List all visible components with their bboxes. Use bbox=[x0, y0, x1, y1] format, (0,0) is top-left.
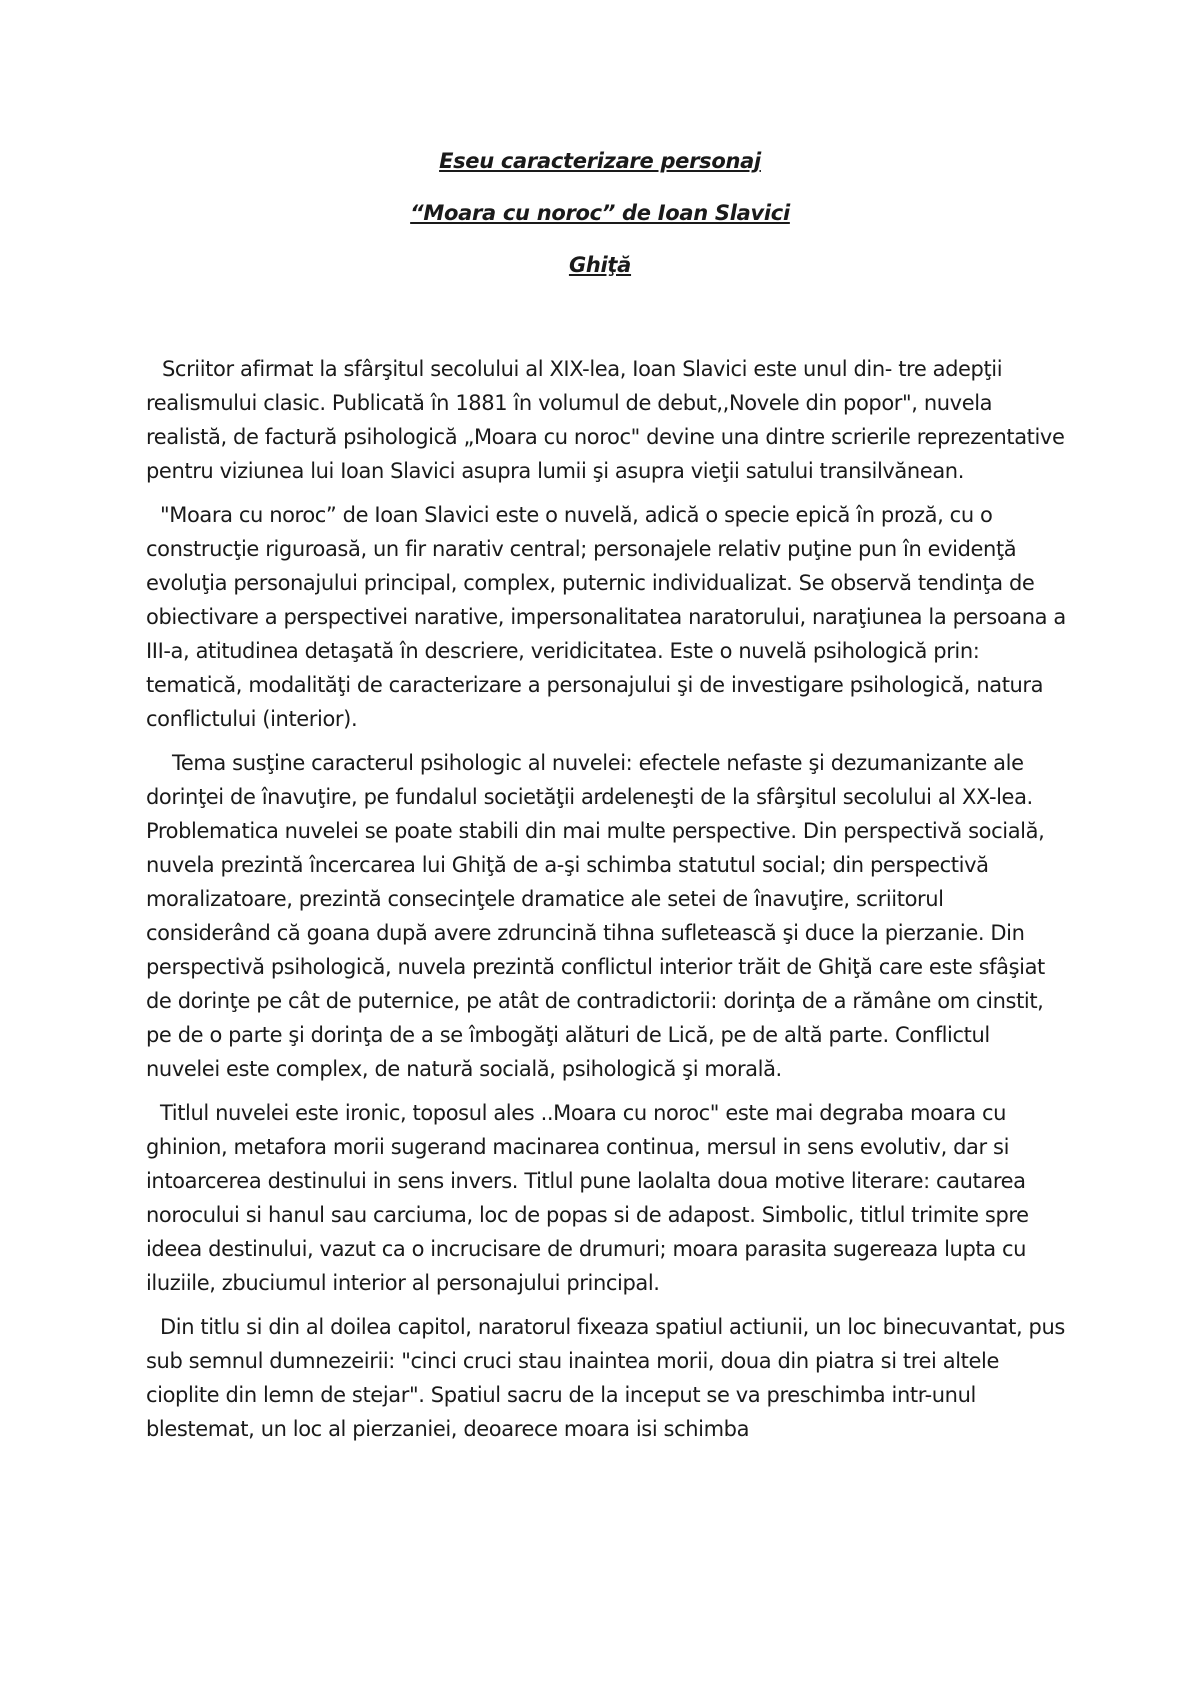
character-name: Ghiţă bbox=[568, 253, 632, 277]
document-body bbox=[146, 352, 1066, 1456]
document-title: Eseu caracterizare personaj bbox=[439, 149, 761, 173]
title-block bbox=[0, 148, 1200, 304]
paragraph-title-meaning: Titlul nuvelei este ironic, toposul ales ..Moara cu noroc" este mai degraba moara cu ghinion, metafora morii sugerand macinarea continua, mersul in sens evolutiv, dar si intoarcerea destinului in sens invers. Titlul pune laolalta doua motive literare: cautarea norocului si hanul sau carciuma, loc de popas si de adapost. Simbolic, titlul trimite spre ideea destinului, vazut ca o incrucisare de drumuri; moara parasita sugereaza lupta cu iluziile, zbuciumul interior al personajului principal. bbox=[146, 1101, 1029, 1295]
paragraph-space: Din titlu si din al doilea capitol, naratorul fixeaza spatiul actiunii, un loc binecuvantat, pus sub semnul dumnezeirii: "cinci cruci stau inaintea morii, doua din piatra si trei altele cioplite din lemn de stejar". Spatiul sacru de la inceput se va preschimba intr-unul blestemat, un loc al pierzaniei, deoarece moara isi schimba bbox=[146, 1315, 1065, 1441]
paragraph-species: "Moara cu noroc” de Ioan Slavici este o nuvelă, adică o specie epică în proză, cu o construcţie riguroasă, un fir narativ central; personajele relativ puţine pun în evidenţă evoluţia personajului principal, complex, puternic individualizat. Se observă tendinţa de obiectivare a perspectivei narative, impersonalitatea naratorului, naraţiunea la persoana a III-a, atitudinea detaşată în descriere, veridicitatea. Este o nuvelă psihologică prin: tematică, modalităţi de caracterizare a personajului şi de investigare psihologică, natura conflictului (interior). bbox=[146, 503, 1066, 731]
paragraph-intro: Scriitor afirmat la sfârşitul secolului al XIX-lea, Ioan Slavici este unul din- tre adepţii realismului clasic. Publicată în 1881 în volumul de debut,,Novele din popor", nuvela realistă, de factură psihologică „Moara cu noroc" devine una dintre scrierile reprezentative pentru viziunea lui Ioan Slavici asupra lumii şi asupra vieţii satului transilvănean. bbox=[146, 357, 1065, 483]
document-subtitle: “Moara cu noroc” de Ioan Slavici bbox=[410, 201, 790, 225]
paragraph-theme: Tema susţine caracterul psihologic al nuvelei: efectele nefaste şi dezumanizante ale dorinţei de înavuţire, pe fundalul societăţii ardeleneşti de la sfârşitul secolului al XX-lea. Problematica nuvelei se poate stabili din mai multe perspective. Din perspectivă socială, nuvela prezintă încercarea lui Ghiţă de a-şi schimba statutul social; din perspectivă moralizatoare, prezintă consecinţele dramatice ale setei de înavuţire, scriitorul considerând că goana după avere zdruncină tihna sufletească şi duce la pierzanie. Din perspectivă psihologică, nuvela prezintă conflictul interior trăit de Ghiţă care este sfâşiat de dorinţe pe cât de puternice, pe atât de contradictorii: dorinţa de a rămâne om cinstit, pe de o parte şi dorinţa de a se îmbogăţi alături de Lică, pe de altă parte. Conflictul nuvelei este complex, de natură socială, psihologică şi morală. bbox=[146, 751, 1045, 1081]
